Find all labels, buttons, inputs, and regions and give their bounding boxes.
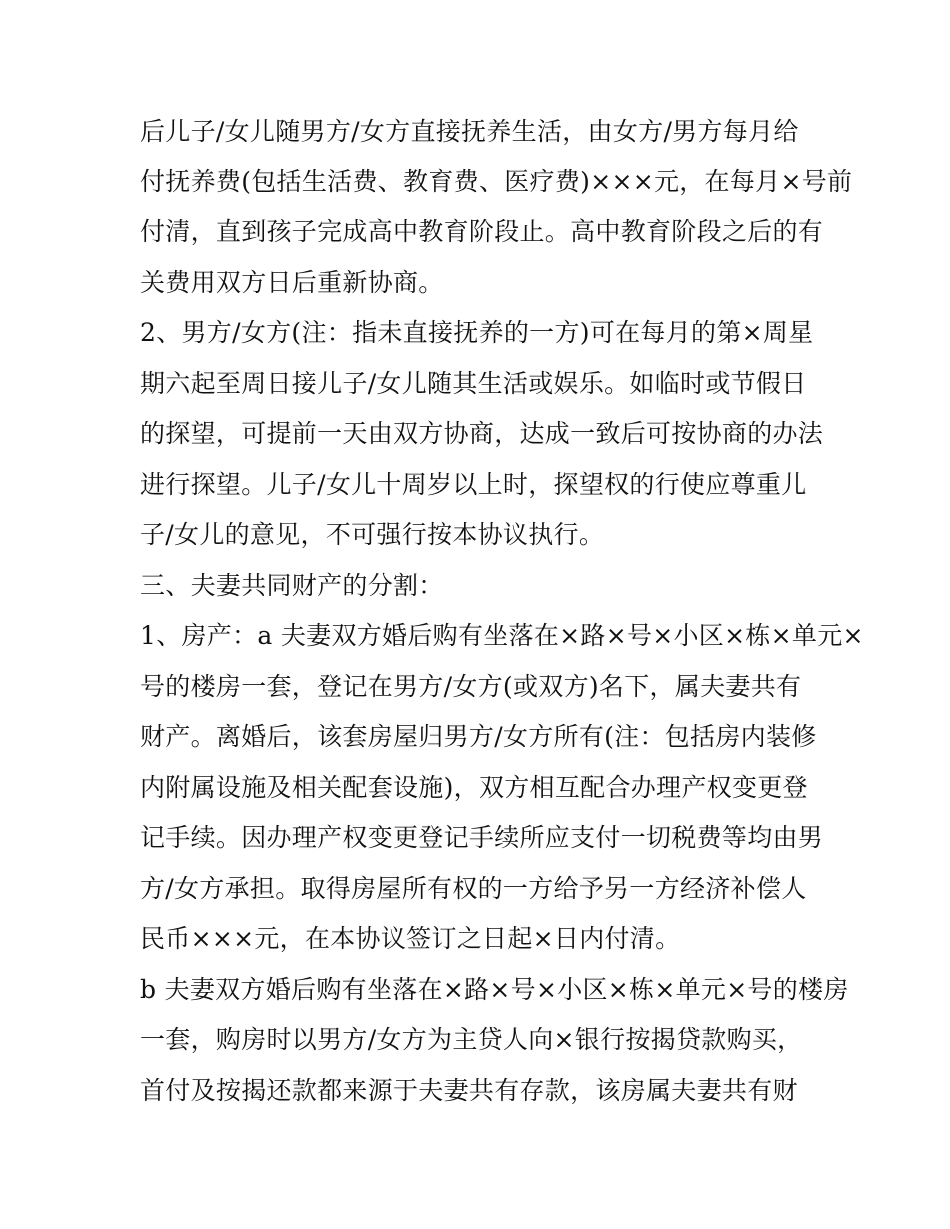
text-line: 1、房产：a 夫妻双方婚后购有坐落在×路×号×小区×栋×单元× [140,621,864,650]
text-line: 付抚养费(包括生活费、教育费、医疗费)×××元，在每月×号前 [140,167,853,196]
text-line: 首付及按揭还款都来源于夫妻共有存款，该房属夫妻共有财 [140,1076,798,1105]
text-line: 一套，购房时以男方/女方为主贷人向×银行按揭贷款购买， [140,1025,803,1054]
text-line: 2、男方/女方(注：指未直接抚养的一方)可在每月的第×周星 [140,318,814,347]
text-line: 进行探望。儿子/女儿十周岁以上时，探望权的行使应尊重儿 [140,470,807,499]
text-line: 内附属设施及相关配套设施)，双方相互配合办理产权变更登 [140,773,808,802]
text-line: 的探望，可提前一天由双方协商，达成一致后可按协商的办法 [140,419,824,448]
section-heading: 三、夫妻共同财产的分割： [140,571,444,600]
text-line: 付清，直到孩子完成高中教育阶段止。高中教育阶段之后的有 [140,217,824,246]
text-line: 方/女方承担。取得房屋所有权的一方给予另一方经济补偿人 [140,874,807,903]
text-line: 民币×××元，在本协议签订之日起×日内付清。 [140,924,681,953]
text-line: 期六起至周日接儿子/女儿随其生活或娱乐。如临时或节假日 [140,369,807,398]
text-line: 记手续。因办理产权变更登记手续所应支付一切税费等均由男 [140,823,824,852]
text-line: 财产。离婚后，该套房屋归男方/女方所有(注：包括房内装修 [140,722,817,751]
text-line: 关费用双方日后重新协商。 [140,268,444,297]
text-line: 后儿子/女儿随男方/女方直接抚养生活，由女方/男方每月给 [140,117,799,146]
text-line: 子/女儿的意见，不可强行按本协议执行。 [140,520,605,549]
text-line: b 夫妻双方婚后购有坐落在×路×号×小区×栋×单元×号的楼房 [140,975,849,1004]
text-line: 号的楼房一套，登记在男方/女方(或双方)名下，属夫妻共有 [140,672,802,701]
